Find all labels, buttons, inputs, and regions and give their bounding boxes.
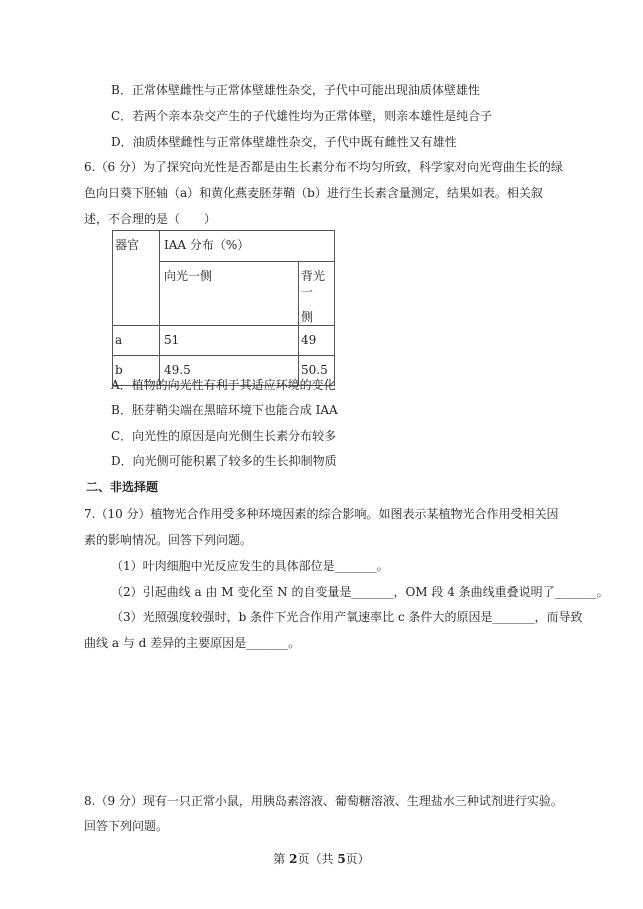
cell-a-back-text: 49 [301, 333, 317, 347]
header-back-text-2: 侧 [301, 310, 314, 324]
iaa-distribution-table [112, 230, 335, 386]
q6-stem-line-1: 6.（6 分）为了探究向光性是否都是由生长素分布不均匀所致，科学家对向光弯曲生长的绿 [84, 160, 563, 174]
header-back-side [299, 262, 335, 326]
q5-option-c: C．若两个亲本杂交产生的子代雄性均为正常体壁，则亲本雄性是纯合子 [111, 109, 493, 123]
cell-a-light [160, 326, 299, 356]
cell-organ-a-text: a [115, 333, 123, 347]
cell-a-light-text: 51 [164, 333, 180, 347]
q7-stem-line-1: 7.（10 分）植物光合作用受多种环境因素的综合影响。如图表示某植物光合作用受相关因 [84, 507, 559, 521]
q6-option-c: C．向光性的原因是向光侧生长素分布较多 [111, 429, 337, 443]
q7-sub-1: （1）叶肉细胞中光反应发生的具体部位是_______。 [111, 559, 389, 573]
header-organ [113, 231, 160, 326]
q8-stem-line-2: 回答下列问题。 [84, 819, 169, 833]
cell-organ-a [113, 326, 160, 356]
footer-page-number: 2 [289, 852, 298, 866]
header-light-side [160, 262, 299, 326]
header-back-text-1: 背光一 [301, 269, 326, 299]
q6-stem-line-3: 述，不合理的是（ ） [84, 212, 217, 226]
cell-organ-b-text: b [115, 363, 123, 377]
q5-option-d: D．油质体壁雌性与正常体壁雄性杂交，子代中既有雌性又有雄性 [111, 135, 457, 149]
q6-option-b: B．胚芽鞘尖端在黑暗环境下也能合成 IAA [111, 403, 338, 417]
cell-b-back-text: 50.5 [301, 363, 328, 377]
q7-sub-2: （2）引起曲线 a 由 M 变化至 N 的自变量是_______，OM 段 4 条曲线重叠说明了_______。 [111, 585, 609, 599]
footer-suffix: 页） [345, 852, 370, 866]
q8-stem-line-1: 8.（9 分）现有一只正常小鼠，用胰岛素溶液、葡萄糖溶液、生理盐水三种试剂进行实验。 [84, 794, 563, 808]
cell-b-light-text: 49.5 [164, 363, 191, 377]
cell-a-back [299, 326, 335, 356]
header-organ-text: 器官 [115, 238, 140, 252]
section-heading: 二、非选择题 [86, 480, 159, 494]
q5-option-b: B．正常体壁雌性与正常体壁雄性杂交，子代中可能出现油质体壁雄性 [111, 83, 480, 97]
q7-stem-line-2: 素的影响情况。回答下列问题。 [84, 533, 253, 547]
footer-mid: 页（共 [297, 852, 338, 866]
q6-stem-line-2: 色向日葵下胚轴（a）和黄化燕麦胚芽鞘（b）进行生长素含量测定，结果如表。相关叙 [84, 186, 543, 200]
header-iaa [160, 231, 335, 262]
q7-sub-3: （3）光照强度较强时，b 条件下光合作用产氧速率比 c 条件大的原因是_______，而导致 [111, 610, 583, 624]
footer-total-pages: 5 [337, 852, 346, 866]
header-light-text: 向光一侧 [164, 269, 213, 283]
q7-sub-3-cont: 曲线 a 与 d 差异的主要原因是_______。 [84, 636, 301, 650]
footer-prefix: 第 [273, 852, 290, 866]
q6-option-a: A．植物的向光性有利于其适应环境的变化 [111, 378, 336, 392]
header-iaa-text: IAA 分布（%） [164, 238, 250, 252]
q6-option-d: D．向光侧可能积累了较多的生长抑制物质 [111, 454, 337, 468]
page-footer [0, 851, 643, 867]
